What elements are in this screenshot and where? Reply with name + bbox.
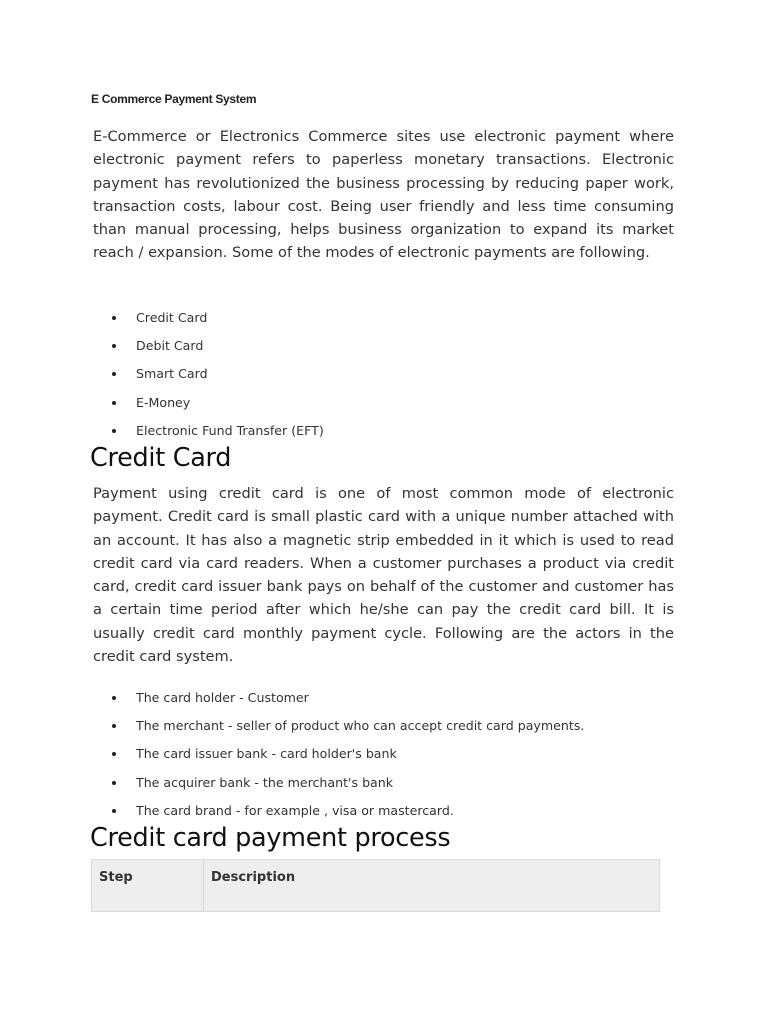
list-item bbox=[110, 365, 324, 393]
bullet-icon bbox=[112, 344, 116, 348]
list-item bbox=[110, 745, 584, 773]
list-item bbox=[110, 337, 324, 365]
payment-process-heading: Credit card payment process bbox=[90, 823, 451, 853]
list-item-text: The card issuer bank - card holder's bank bbox=[136, 746, 397, 762]
list-item-text: E-Money bbox=[136, 394, 191, 410]
list-item bbox=[110, 309, 324, 337]
list-item-text: The merchant - seller of product who can accept credit card payments. bbox=[136, 718, 585, 734]
list-item bbox=[110, 774, 584, 802]
bullet-icon bbox=[112, 724, 116, 728]
bullet-icon bbox=[112, 781, 116, 785]
payment-modes-list bbox=[110, 309, 324, 450]
list-item-text: Electronic Fund Transfer (EFT) bbox=[136, 422, 324, 438]
list-item-text: The card holder - Customer bbox=[136, 690, 309, 705]
list-item bbox=[110, 717, 584, 745]
table-header-description: Description bbox=[204, 860, 660, 912]
list-item bbox=[110, 394, 324, 422]
bullet-icon bbox=[112, 401, 116, 405]
bullet-icon bbox=[112, 809, 116, 813]
credit-card-paragraph: Payment using credit card is one of most common mode of electronic payment. Credit card is small plastic card with a unique number attached with an account. It has also a magnetic strip embedded in it which is used to read credit card via card readers. When a customer purchases a product via credit card, credit card issuer bank pays on behalf of the customer and customer has a certain time period after which he/she can pay the credit card bill. It is usually credit card monthly payment cycle. Following are the actors in the credit card system. bbox=[93, 485, 674, 666]
bullet-icon bbox=[112, 696, 116, 700]
bullet-icon bbox=[112, 752, 116, 756]
credit-card-actors-list bbox=[110, 689, 584, 830]
table-header-row bbox=[92, 860, 660, 912]
table-header-step: Step bbox=[92, 860, 204, 912]
list-item-text: Debit Card bbox=[136, 338, 204, 354]
intro-paragraph: E-Commerce or Electronics Commerce sites use electronic payment where electronic payment refers to paperless monetary transactions. Electronic payment has revolutionized the business processing by reducing paper work, transaction costs, labour cost. Being user friendly and less time consuming than manual processing, helps business organization to expand its market reach / expansion. Some of the modes of electronic payments are following. bbox=[93, 128, 674, 262]
bullet-icon bbox=[112, 372, 116, 376]
list-item-text: Credit Card bbox=[136, 310, 208, 325]
credit-card-heading: Credit Card bbox=[90, 443, 232, 473]
bullet-icon bbox=[112, 429, 116, 433]
list-item-text: The acquirer bank - the merchant's bank bbox=[136, 774, 394, 790]
list-item-text: The card brand - for example , visa or mastercard. bbox=[136, 802, 454, 818]
payment-process-table bbox=[91, 859, 660, 912]
document-title: E Commerce Payment System bbox=[91, 92, 257, 106]
list-item bbox=[110, 689, 584, 717]
list-item-text: Smart Card bbox=[136, 366, 208, 382]
bullet-icon bbox=[112, 316, 116, 320]
